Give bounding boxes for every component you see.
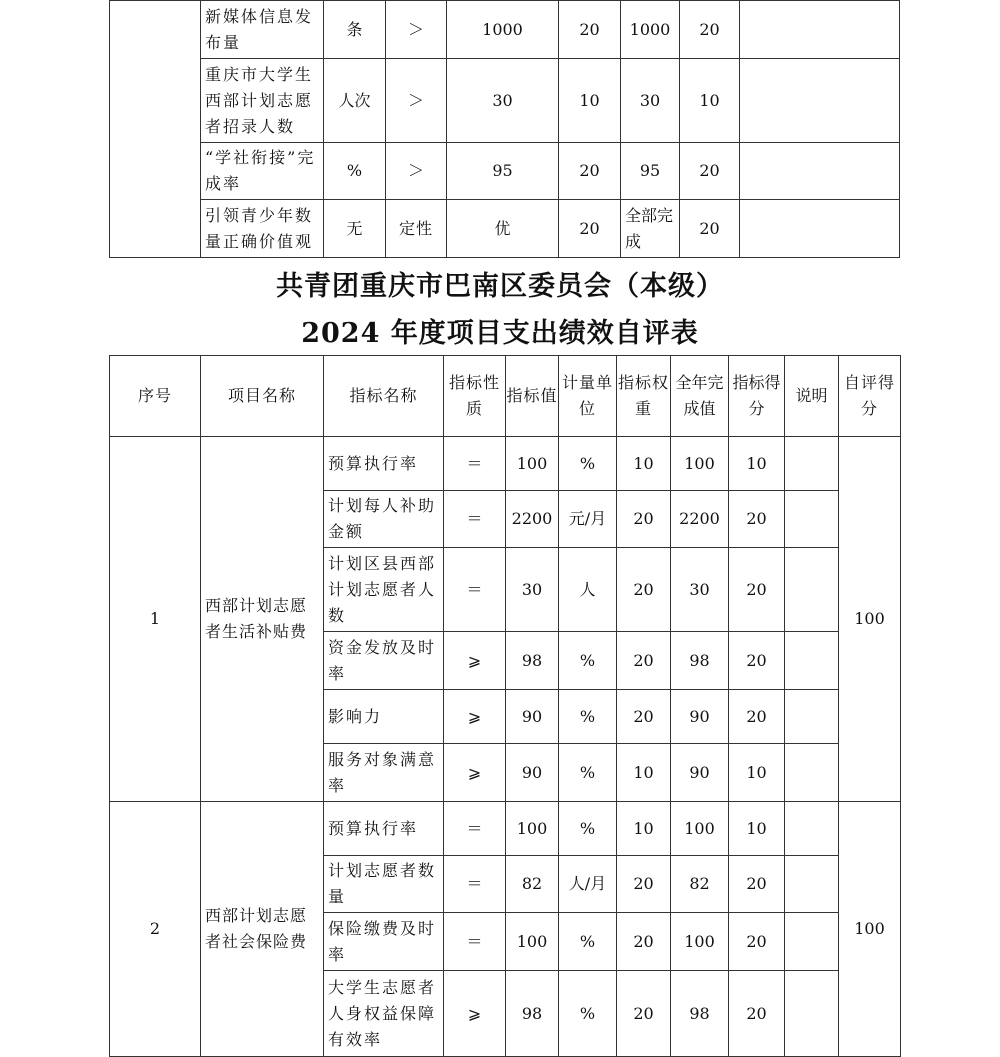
target-cell: 100	[506, 437, 559, 491]
actual-cell: 95	[621, 143, 680, 200]
header-unit: 计量单位	[559, 356, 617, 437]
actual-cell: 98	[671, 632, 729, 690]
score-cell: 20	[680, 143, 740, 200]
score-cell: 20	[729, 548, 785, 632]
header-actual: 全年完成值	[671, 356, 729, 437]
unit-cell: %	[324, 143, 386, 200]
unit-cell: 人	[559, 548, 617, 632]
indicator-name-cell: 引领青少年数量正确价值观	[201, 200, 324, 258]
target-cell: 1000	[447, 1, 559, 59]
table-row	[110, 200, 900, 258]
header-project: 项目名称	[201, 356, 324, 437]
target-cell: 优	[447, 200, 559, 258]
weight-cell: 20	[617, 491, 671, 548]
nature-cell: ＝	[444, 856, 506, 913]
actual-cell: 82	[671, 856, 729, 913]
actual-cell: 全部完成	[621, 200, 680, 258]
score-cell: 20	[729, 632, 785, 690]
page-title: 共青团重庆市巴南区委员会（本级）	[276, 271, 724, 302]
indicator-name-cell: 预算执行率	[324, 802, 444, 856]
weight-cell: 20	[617, 913, 671, 971]
nature-cell: ＝	[444, 491, 506, 548]
weight-cell: 20	[617, 548, 671, 632]
target-cell: 98	[506, 971, 559, 1057]
nature-cell: ⩾	[444, 744, 506, 802]
nature-cell: ＞	[386, 59, 447, 143]
target-cell: 90	[506, 744, 559, 802]
unit-cell: %	[559, 690, 617, 744]
score-cell: 20	[680, 1, 740, 59]
weight-cell: 20	[617, 856, 671, 913]
project-name-cell: 西部计划志愿者生活补贴费	[201, 437, 324, 802]
actual-cell: 90	[671, 744, 729, 802]
score-cell: 20	[729, 971, 785, 1057]
score-cell: 10	[729, 744, 785, 802]
table-row	[110, 437, 901, 491]
indicator-name-cell: 预算执行率	[324, 437, 444, 491]
unit-cell: %	[559, 632, 617, 690]
note-cell	[785, 632, 839, 690]
note-cell	[785, 491, 839, 548]
target-cell: 98	[506, 632, 559, 690]
indicator-name-cell: 资金发放及时率	[324, 632, 444, 690]
unit-cell: %	[559, 744, 617, 802]
unit-cell: 人次	[324, 59, 386, 143]
weight-cell: 10	[617, 437, 671, 491]
score-cell: 10	[729, 802, 785, 856]
header-indicator: 指标名称	[324, 356, 444, 437]
note-cell	[785, 744, 839, 802]
unit-cell: 元/月	[559, 491, 617, 548]
actual-cell: 30	[621, 59, 680, 143]
nature-cell: 定性	[386, 200, 447, 258]
indicator-name-cell: 重庆市大学生西部计划志愿者招录人数	[201, 59, 324, 143]
note-cell	[785, 856, 839, 913]
table-row	[110, 143, 900, 200]
note-cell	[785, 437, 839, 491]
actual-cell: 100	[671, 802, 729, 856]
table-row	[110, 59, 900, 143]
nature-cell: ⩾	[444, 690, 506, 744]
unit-cell: 人/月	[559, 856, 617, 913]
target-cell: 95	[447, 143, 559, 200]
indicator-name-cell: 新媒体信息发布量	[201, 1, 324, 59]
table-row	[110, 802, 901, 856]
score-cell: 10	[680, 59, 740, 143]
table-row	[110, 1, 900, 59]
weight-cell: 20	[559, 200, 621, 258]
nature-cell: ＝	[444, 548, 506, 632]
weight-cell: 10	[559, 59, 621, 143]
actual-cell: 100	[671, 913, 729, 971]
header-weight: 指标权重	[617, 356, 671, 437]
continued-table	[109, 0, 900, 258]
empty-cell	[740, 59, 900, 143]
evaluation-table	[109, 355, 901, 1057]
indicator-name-cell: “学社衔接”完成率	[201, 143, 324, 200]
project-name-cell: 西部计划志愿者社会保险费	[201, 802, 324, 1057]
empty-cell	[740, 1, 900, 59]
target-cell: 30	[447, 59, 559, 143]
indicator-name-cell: 计划每人补助金额	[324, 491, 444, 548]
weight-cell: 20	[617, 971, 671, 1057]
weight-cell: 20	[617, 690, 671, 744]
weight-cell: 10	[617, 744, 671, 802]
actual-cell: 98	[671, 971, 729, 1057]
score-cell: 20	[729, 913, 785, 971]
note-cell	[785, 802, 839, 856]
indicator-name-cell: 保险缴费及时率	[324, 913, 444, 971]
note-cell	[785, 690, 839, 744]
indicator-name-cell: 服务对象满意率	[324, 744, 444, 802]
empty-cell	[110, 1, 201, 258]
unit-cell: %	[559, 913, 617, 971]
nature-cell: ＝	[444, 437, 506, 491]
target-cell: 30	[506, 548, 559, 632]
score-cell: 20	[729, 491, 785, 548]
nature-cell: ＝	[444, 802, 506, 856]
unit-cell: 无	[324, 200, 386, 258]
score-cell: 20	[729, 690, 785, 744]
target-cell: 100	[506, 913, 559, 971]
unit-cell: %	[559, 971, 617, 1057]
header-seq: 序号	[110, 356, 201, 437]
weight-cell: 20	[559, 143, 621, 200]
header-nature: 指标性质	[444, 356, 506, 437]
nature-cell: ＞	[386, 143, 447, 200]
actual-cell: 90	[671, 690, 729, 744]
weight-cell: 20	[617, 632, 671, 690]
header-target: 指标值	[506, 356, 559, 437]
indicator-name-cell: 计划志愿者数量	[324, 856, 444, 913]
score-cell: 10	[729, 437, 785, 491]
score-cell: 20	[680, 200, 740, 258]
page-subtitle: 2024 年度项目支出绩效自评表	[301, 318, 699, 349]
nature-cell: ＞	[386, 1, 447, 59]
header-note: 说明	[785, 356, 839, 437]
actual-cell: 100	[671, 437, 729, 491]
actual-cell: 1000	[621, 1, 680, 59]
empty-cell	[740, 143, 900, 200]
table-header-row	[110, 356, 901, 437]
weight-cell: 10	[617, 802, 671, 856]
nature-cell: ⩾	[444, 971, 506, 1057]
header-score: 指标得分	[729, 356, 785, 437]
seq-cell: 1	[110, 437, 201, 802]
seq-cell: 2	[110, 802, 201, 1057]
self-score-cell: 100	[839, 802, 901, 1057]
score-cell: 20	[729, 856, 785, 913]
unit-cell: %	[559, 802, 617, 856]
weight-cell: 20	[559, 1, 621, 59]
self-score-cell: 100	[839, 437, 901, 802]
unit-cell: %	[559, 437, 617, 491]
indicator-name-cell: 计划区县西部计划志愿者人数	[324, 548, 444, 632]
actual-cell: 30	[671, 548, 729, 632]
indicator-name-cell: 影响力	[324, 690, 444, 744]
header-self-score: 自评得分	[839, 356, 901, 437]
indicator-name-cell: 大学生志愿者人身权益保障有效率	[324, 971, 444, 1057]
unit-cell: 条	[324, 1, 386, 59]
target-cell: 2200	[506, 491, 559, 548]
nature-cell: ⩾	[444, 632, 506, 690]
note-cell	[785, 913, 839, 971]
actual-cell: 2200	[671, 491, 729, 548]
nature-cell: ＝	[444, 913, 506, 971]
target-cell: 82	[506, 856, 559, 913]
target-cell: 90	[506, 690, 559, 744]
note-cell	[785, 548, 839, 632]
target-cell: 100	[506, 802, 559, 856]
empty-cell	[740, 200, 900, 258]
note-cell	[785, 971, 839, 1057]
